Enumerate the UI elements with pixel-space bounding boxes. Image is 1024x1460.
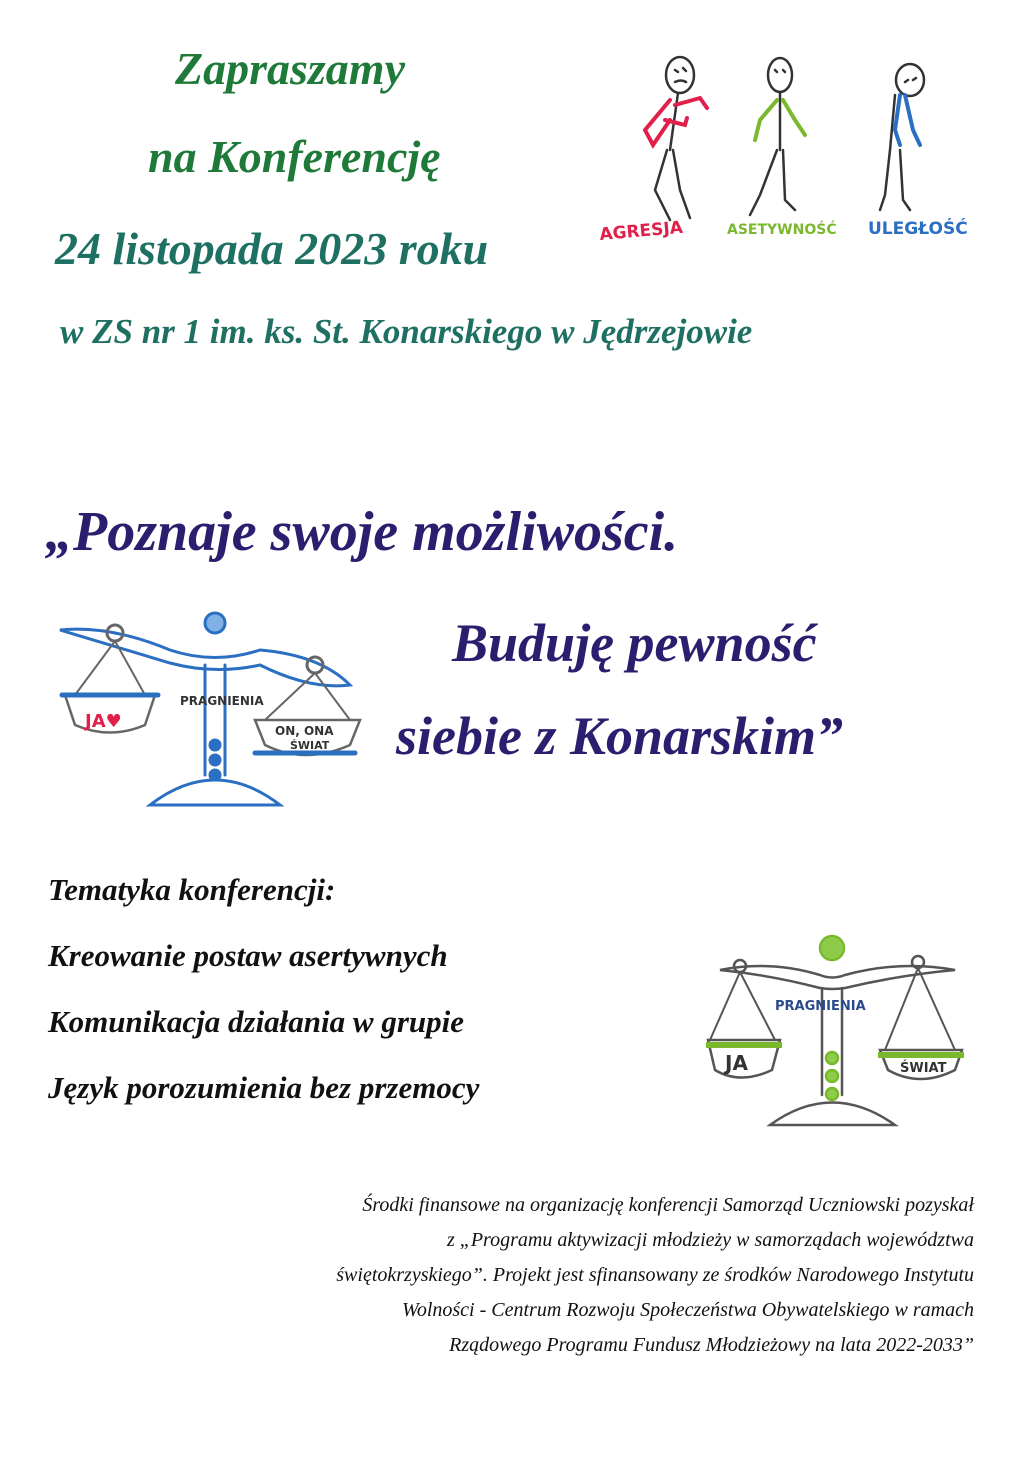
funding-note <box>34 1188 974 1363</box>
submissive-figure-icon <box>880 64 924 210</box>
invite-subtitle: na Konferencję <box>148 131 441 182</box>
topic-item: Komunikacja działania w grupie <box>48 1004 465 1039</box>
motto-line-3: siebie z Konarskim” <box>396 706 844 766</box>
motto-line-1: „Poznaje swoje możliwości. <box>45 501 679 563</box>
funding-line: Środki finansowe na organizację konferencji Samorząd Uczniowski pozyskał <box>362 1194 974 1216</box>
topic-item: Kreowanie postaw asertywnych <box>48 938 448 973</box>
event-date: 24 listopada 2023 roku <box>55 223 489 274</box>
funding-line: świętokrzyskiego”. Projekt jest sfinansowany ze środków Narodowego Instytutu <box>336 1264 974 1286</box>
event-location: w ZS nr 1 im. ks. St. Konarskiego w Jędrzejowie <box>60 312 753 351</box>
blue-right-pan-label-2: ŚWIAT <box>290 739 330 752</box>
green-beam-label: PRAGNIENIA <box>775 999 866 1014</box>
funding-line: Wolności - Centrum Rozwoju Społeczeństwa Obywatelskiego w ramach <box>402 1299 974 1321</box>
green-right-pan-label: ŚWIAT <box>900 1061 947 1076</box>
blue-left-pan-label: JA♥ <box>85 711 122 732</box>
green-scale-icon <box>700 930 980 1130</box>
attitudes-figures-illustration <box>595 50 1005 260</box>
green-left-pan-label: JA <box>725 1051 748 1075</box>
aggressive-figure-icon <box>645 57 707 220</box>
assertiveness-label: ASETYWNOŚĆ <box>727 222 837 238</box>
funding-line: Rządowego Programu Fundusz Młodzieżowy na lata 2022-2033” <box>449 1334 974 1356</box>
aggression-label: AGRESJA <box>598 217 684 245</box>
topics-heading: Tematyka konferencji: <box>48 872 336 907</box>
submissiveness-label: ULEGŁOŚĆ <box>868 219 968 239</box>
blue-right-pan-label-1: ON, ONA <box>275 724 334 738</box>
blue-beam-label: PRAGNIENIA <box>180 694 264 708</box>
invite-title: Zapraszamy <box>175 43 405 94</box>
assertive-figure-icon <box>750 58 805 215</box>
blue-scale-icon <box>50 605 370 815</box>
motto-line-2: Buduję pewność <box>452 613 817 673</box>
topic-item: Język porozumienia bez przemocy <box>48 1070 480 1105</box>
funding-line: z „Programu aktywizacji młodzieży w samorządach województwa <box>446 1229 974 1251</box>
